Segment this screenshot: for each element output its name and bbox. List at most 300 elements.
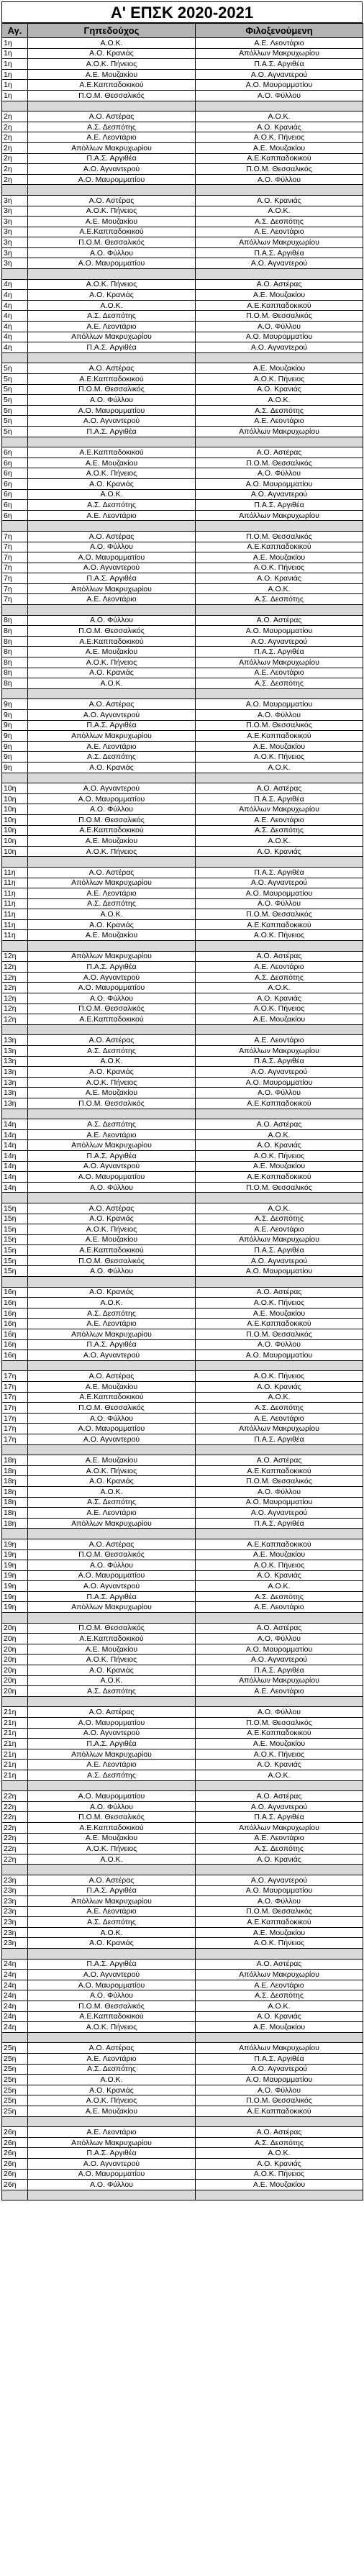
away-team-cell: Α.Ο. Αγναντερού <box>196 1255 363 1266</box>
round-cell: 7η <box>2 531 28 542</box>
home-team-cell: Π.Α.Σ. Αργιθέα <box>28 1739 196 1749</box>
home-team-cell: Π.Ο.Μ. Θεσσαλικός <box>28 1812 196 1823</box>
round-cell: 18η <box>2 1455 28 1466</box>
table-row <box>2 1056 363 1067</box>
round-cell: 26η <box>2 2169 28 2180</box>
home-team-cell: Α.Σ. Δεσπότης <box>28 1308 196 1319</box>
home-team-cell: Α.Ε. Λεοντάριο <box>28 2127 196 2138</box>
home-team-cell: Π.Α.Σ. Αργιθέα <box>28 342 196 353</box>
home-team-cell: Α.Ο.Κ. Πήνειος <box>28 1465 196 1476</box>
home-team-cell: Π.Α.Σ. Αργιθέα <box>28 962 196 973</box>
separator-cell <box>2 1865 28 1875</box>
round-cell: 13η <box>2 1046 28 1057</box>
home-team-cell: Απόλλων Μακρυχωρίου <box>28 731 196 742</box>
away-team-cell: Α.Ε.Καππαδοκικού <box>196 542 363 552</box>
round-cell: 15η <box>2 1203 28 1214</box>
round-cell: 19η <box>2 1539 28 1549</box>
separator-cell <box>28 1444 196 1455</box>
round-cell: 6η <box>2 458 28 468</box>
away-team-cell: Α.Ο.Κ. <box>196 206 363 217</box>
home-team-cell: Α.Ο. Φύλλου <box>28 804 196 815</box>
home-team-cell: Απόλλων Μακρυχωρίου <box>28 1140 196 1151</box>
home-team-cell: Α.Ο. Μαυρομματίου <box>28 1718 196 1729</box>
round-cell: 26η <box>2 2180 28 2190</box>
table-row <box>2 1518 363 1529</box>
away-team-cell: Α.Ο. Αγναντερού <box>196 878 363 888</box>
away-team-cell: Α.Ε. Μουζακίου <box>196 1014 363 1025</box>
away-team-cell: Α.Σ. Δεσπότης <box>196 1403 363 1414</box>
round-separator-row <box>2 269 363 280</box>
round-cell: 25η <box>2 2106 28 2116</box>
separator-cell <box>28 1024 196 1035</box>
home-team-cell: Π.Α.Σ. Αργιθέα <box>28 573 196 584</box>
home-team-cell: Α.Ο.Κ. Πήνειος <box>28 206 196 217</box>
home-team-cell: Α.Ο. Αστέρας <box>28 531 196 542</box>
round-cell: 24η <box>2 1959 28 1970</box>
away-team-cell: Π.Ο.Μ. Θεσσαλικός <box>196 1718 363 1729</box>
round-cell: 21η <box>2 1749 28 1760</box>
round-cell: 20η <box>2 1634 28 1644</box>
table-row <box>2 710 363 721</box>
round-cell: 20η <box>2 1655 28 1665</box>
home-team-cell: Α.Ε. Λεοντάριο <box>28 1319 196 1329</box>
away-team-cell: Α.Ε. Λεοντάριο <box>196 814 363 825</box>
round-cell: 21η <box>2 1760 28 1770</box>
table-row <box>2 217 363 227</box>
table-row <box>2 111 363 122</box>
home-team-cell: Α.Ε. Λεοντάριο <box>28 594 196 605</box>
separator-cell <box>196 185 363 196</box>
round-cell: 15η <box>2 1266 28 1277</box>
header-home: Γηπεδούχος <box>28 24 196 38</box>
away-team-cell: Α.Ο. Αστέρας <box>196 1623 363 1634</box>
table-row <box>2 615 363 626</box>
round-cell: 23η <box>2 1938 28 1949</box>
separator-cell <box>2 437 28 447</box>
round-cell: 6η <box>2 489 28 500</box>
round-cell: 12η <box>2 972 28 983</box>
away-team-cell: Απόλλων Μακρυχωρίου <box>196 657 363 668</box>
away-team-cell: Α.Ο.Κ. <box>196 111 363 122</box>
away-team-cell: Α.Ε. Λεοντάριο <box>196 1686 363 1697</box>
round-cell: 15η <box>2 1224 28 1235</box>
home-team-cell: Α.Ο.Κ. <box>28 38 196 49</box>
table-row <box>2 804 363 815</box>
separator-cell <box>2 773 28 783</box>
round-cell: 14η <box>2 1140 28 1151</box>
table-row <box>2 447 363 458</box>
round-cell: 19η <box>2 1602 28 1613</box>
round-cell: 5η <box>2 384 28 395</box>
table-row <box>2 2148 363 2159</box>
table-row <box>2 814 363 825</box>
table-row <box>2 1833 363 1844</box>
away-team-cell: Α.Ο. Αστέρας <box>196 783 363 794</box>
round-cell: 16η <box>2 1339 28 1350</box>
separator-cell <box>196 269 363 280</box>
separator-cell <box>28 437 196 447</box>
away-team-cell: Απόλλων Μακρυχωρίου <box>196 1970 363 1980</box>
round-cell: 18η <box>2 1486 28 1497</box>
round-cell: 4η <box>2 332 28 342</box>
round-cell: 13η <box>2 1098 28 1109</box>
home-team-cell: Α.Ε. Μουζακίου <box>28 930 196 941</box>
away-team-cell: Α.Ο. Μαυρομματίου <box>196 888 363 899</box>
table-row <box>2 1371 363 1382</box>
home-team-cell: Α.Ο.Κ. Πήνειος <box>28 1077 196 1088</box>
home-team-cell: Απόλλων Μακρυχωρίου <box>28 583 196 594</box>
table-row <box>2 237 363 248</box>
separator-cell <box>196 1949 363 1960</box>
round-cell: 1η <box>2 80 28 91</box>
home-team-cell: Π.Ο.Μ. Θεσσαλικός <box>28 1403 196 1414</box>
away-team-cell: Α.Ο. Φύλλου <box>196 1634 363 1644</box>
home-team-cell: Α.Ε. Μουζακίου <box>28 458 196 468</box>
home-team-cell: Π.Α.Σ. Αργιθέα <box>28 1150 196 1161</box>
table-row <box>2 1350 363 1361</box>
round-cell: 1η <box>2 69 28 80</box>
separator-cell <box>2 269 28 280</box>
away-team-cell: Α.Ε.Καππαδοκικού <box>196 153 363 164</box>
home-team-cell: Α.Ο. Κρανιάς <box>28 1665 196 1676</box>
separator-cell <box>2 605 28 616</box>
table-row <box>2 458 363 468</box>
home-team-cell: Α.Ο. Αγναντερού <box>28 783 196 794</box>
separator-cell <box>28 1529 196 1539</box>
table-row <box>2 878 363 888</box>
separator-cell <box>196 101 363 111</box>
round-cell: 26η <box>2 2148 28 2159</box>
round-cell: 16η <box>2 1319 28 1329</box>
round-cell: 2η <box>2 122 28 132</box>
home-team-cell: Α.Ε. Λεοντάριο <box>28 1129 196 1140</box>
round-cell: 6η <box>2 510 28 521</box>
away-team-cell: Απόλλων Μακρυχωρίου <box>196 48 363 59</box>
round-cell: 3η <box>2 247 28 258</box>
home-team-cell: Α.Ο. Μαυρομματίου <box>28 1570 196 1581</box>
round-cell: 18η <box>2 1465 28 1476</box>
round-separator-row <box>2 857 363 868</box>
away-team-cell: Α.Ο. Αστέρας <box>196 2127 363 2138</box>
table-row <box>2 1140 363 1151</box>
away-team-cell: Π.Α.Σ. Αργιθέα <box>196 1056 363 1067</box>
away-team-cell: Α.Ο.Κ. Πήνειος <box>196 1749 363 1760</box>
separator-cell <box>28 185 196 196</box>
home-team-cell: Απόλλων Μακρυχωρίου <box>28 1518 196 1529</box>
home-team-cell: Α.Ο. Μαυρομματίου <box>28 1424 196 1434</box>
away-team-cell: Α.Ο. Φύλλου <box>196 322 363 332</box>
home-team-cell: Π.Ο.Μ. Θεσσαλικός <box>28 90 196 101</box>
separator-cell <box>196 1444 363 1455</box>
round-cell: 6η <box>2 468 28 479</box>
table-row <box>2 405 363 416</box>
away-team-cell: Α.Σ. Δεσπότης <box>196 217 363 227</box>
round-cell: 11η <box>2 930 28 941</box>
separator-cell <box>28 2116 196 2127</box>
round-cell: 22η <box>2 1844 28 1854</box>
table-row <box>2 898 363 909</box>
round-cell: 4η <box>2 342 28 353</box>
table-row <box>2 322 363 332</box>
home-team-cell: Α.Ο. Κρανιάς <box>28 1287 196 1298</box>
round-cell: 6η <box>2 478 28 489</box>
table-row <box>2 993 363 1004</box>
table-row <box>2 1245 363 1256</box>
round-cell: 16η <box>2 1298 28 1309</box>
away-team-cell: Α.Ο.Κ. <box>196 1581 363 1592</box>
round-separator-row <box>2 1696 363 1707</box>
round-cell: 8η <box>2 615 28 626</box>
table-row <box>2 1885 363 1896</box>
home-team-cell: Α.Ε. Λεοντάριο <box>28 1760 196 1770</box>
table-row <box>2 1224 363 1235</box>
away-team-cell: Α.Ε. Λεοντάριο <box>196 1413 363 1424</box>
round-cell: 18η <box>2 1518 28 1529</box>
round-cell: 5η <box>2 405 28 416</box>
table-row <box>2 311 363 322</box>
table-row <box>2 1434 363 1444</box>
round-cell: 23η <box>2 1927 28 1938</box>
home-team-cell: Π.Ο.Μ. Θεσσαλικός <box>28 2001 196 2012</box>
table-row <box>2 1791 363 1802</box>
home-team-cell: Α.Ο. Αστέρας <box>28 1539 196 1549</box>
table-row <box>2 80 363 91</box>
away-team-cell: Α.Ο. Αστέρας <box>196 1791 363 1802</box>
round-cell: 24η <box>2 1980 28 1990</box>
round-cell: 26η <box>2 2158 28 2169</box>
separator-cell <box>196 2116 363 2127</box>
away-team-cell: Α.Ο. Κρανιάς <box>196 122 363 132</box>
away-team-cell: Α.Σ. Δεσπότης <box>196 405 363 416</box>
home-team-cell: Α.Ο. Αγναντερού <box>28 164 196 175</box>
separator-cell <box>28 1277 196 1288</box>
table-row <box>2 668 363 678</box>
home-team-cell: Α.Σ. Δεσπότης <box>28 1770 196 1780</box>
table-row <box>2 510 363 521</box>
home-team-cell: Π.Α.Σ. Αργιθέα <box>28 2148 196 2159</box>
home-team-cell: Α.Ο.Κ. <box>28 300 196 311</box>
home-team-cell: Α.Ε.Καππαδοκικού <box>28 1245 196 1256</box>
home-team-cell: Π.Ο.Μ. Θεσσαλικός <box>28 1623 196 1634</box>
table-row <box>2 1686 363 1697</box>
round-cell: 2η <box>2 174 28 185</box>
away-team-cell: Α.Ο. Αστέρας <box>196 447 363 458</box>
away-team-cell: Π.Ο.Μ. Θεσσαλικός <box>196 311 363 322</box>
round-separator-row <box>2 1193 363 1203</box>
table-row <box>2 1014 363 1025</box>
round-cell: 22η <box>2 1791 28 1802</box>
table-row <box>2 132 363 143</box>
round-separator-row <box>2 1780 363 1791</box>
round-cell: 16η <box>2 1350 28 1361</box>
away-team-cell: Α.Ε.Καππαδοκικού <box>196 2106 363 2116</box>
round-cell: 22η <box>2 1812 28 1823</box>
round-cell: 12η <box>2 1014 28 1025</box>
round-cell: 4η <box>2 300 28 311</box>
round-cell: 23η <box>2 1885 28 1896</box>
away-team-cell: Α.Ε. Λεοντάριο <box>196 1035 363 1046</box>
table-row <box>2 1812 363 1823</box>
separator-cell <box>196 1529 363 1539</box>
away-team-cell: Α.Ο.Κ. <box>196 983 363 993</box>
table-row <box>2 2022 363 2033</box>
header-away: Φιλοξενούμενη <box>196 24 363 38</box>
table-row <box>2 1161 363 1172</box>
separator-cell <box>28 1949 196 1960</box>
separator-cell <box>196 2190 363 2200</box>
home-team-cell: Α.Ο.Κ. <box>28 1854 196 1865</box>
table-row <box>2 972 363 983</box>
round-cell: 11η <box>2 867 28 878</box>
round-separator-row <box>2 2032 363 2043</box>
away-team-cell: Α.Ο.Κ. <box>196 1203 363 1214</box>
table-row <box>2 1990 363 2001</box>
table-row <box>2 1098 363 1109</box>
away-team-cell: Α.Ο. Αγναντερού <box>196 1508 363 1519</box>
round-separator-row <box>2 773 363 783</box>
home-team-cell: Απόλλων Μακρυχωρίου <box>28 951 196 962</box>
separator-cell <box>2 1193 28 1203</box>
table-row <box>2 1203 363 1214</box>
away-team-cell: Α.Σ. Δεσπότης <box>196 1844 363 1854</box>
away-team-cell: Α.Ο.Κ. <box>196 583 363 594</box>
table-row <box>2 1392 363 1403</box>
home-team-cell: Απόλλων Μακρυχωρίου <box>28 142 196 153</box>
away-team-cell: Α.Ε.Καππαδοκικού <box>196 1917 363 1928</box>
separator-cell <box>196 352 363 363</box>
table-row <box>2 1403 363 1414</box>
away-team-cell: Α.Ο. Μαυρομματίου <box>196 2075 363 2085</box>
away-team-cell: Α.Ο. Αγναντερού <box>196 1067 363 1078</box>
away-team-cell: Α.Ο. Φύλλου <box>196 2085 363 2095</box>
round-cell: 15η <box>2 1214 28 1224</box>
round-cell: 10η <box>2 846 28 857</box>
separator-cell <box>28 1109 196 1119</box>
table-row <box>2 1591 363 1602</box>
separator-cell <box>2 185 28 196</box>
home-team-cell: Α.Ο. Αγναντερού <box>28 1434 196 1444</box>
away-team-cell: Α.Ο. Μαυρομματίου <box>196 1077 363 1088</box>
home-team-cell: Α.Ε.Καππαδοκικού <box>28 447 196 458</box>
away-team-cell: Α.Σ. Δεσπότης <box>196 594 363 605</box>
separator-cell <box>28 605 196 616</box>
separator-cell <box>2 941 28 952</box>
round-cell: 5η <box>2 374 28 385</box>
table-row <box>2 1234 363 1245</box>
away-team-cell: Α.Ο. Μαυρομματίου <box>196 1644 363 1655</box>
away-team-cell: Α.Σ. Δεσπότης <box>196 1214 363 1224</box>
away-team-cell: Α.Ο. Αγναντερού <box>196 636 363 647</box>
round-cell: 24η <box>2 1990 28 2001</box>
home-team-cell: Α.Ο. Αστέρας <box>28 699 196 710</box>
away-team-cell: Π.Α.Σ. Αργιθέα <box>196 647 363 657</box>
table-row <box>2 1970 363 1980</box>
round-cell: 19η <box>2 1549 28 1560</box>
round-cell: 25η <box>2 2064 28 2075</box>
table-row <box>2 478 363 489</box>
round-cell: 11η <box>2 898 28 909</box>
home-team-cell: Α.Ο.Κ. <box>28 1056 196 1067</box>
away-team-cell: Α.Ο. Κρανιάς <box>196 2011 363 2022</box>
round-cell: 8η <box>2 636 28 647</box>
round-cell: 4η <box>2 322 28 332</box>
home-team-cell: Α.Ε. Μουζακίου <box>28 69 196 80</box>
home-team-cell: Α.Ε. Μουζακίου <box>28 1455 196 1466</box>
away-team-cell: Α.Ο. Κρανιάς <box>196 1140 363 1151</box>
home-team-cell: Π.Ο.Μ. Θεσσαλικός <box>28 626 196 637</box>
home-team-cell: Α.Ο.Κ. <box>28 1927 196 1938</box>
away-team-cell: Απόλλων Μακρυχωρίου <box>196 510 363 521</box>
home-team-cell: Α.Σ. Δεσπότης <box>28 1917 196 1928</box>
away-team-cell: Α.Ο.Κ. <box>196 1392 363 1403</box>
home-team-cell: Α.Ο. Φύλλου <box>28 542 196 552</box>
home-team-cell: Α.Ο. Κρανιάς <box>28 2085 196 2095</box>
round-cell: 5η <box>2 363 28 374</box>
round-cell: 15η <box>2 1245 28 1256</box>
table-row <box>2 279 363 290</box>
table-row <box>2 720 363 731</box>
round-cell: 9η <box>2 762 28 773</box>
home-team-cell: Α.Σ. Δεσπότης <box>28 1497 196 1508</box>
home-team-cell: Π.Ο.Μ. Θεσσαλικός <box>28 384 196 395</box>
table-row <box>2 426 363 437</box>
home-team-cell: Α.Ο. Μαυρομματίου <box>28 405 196 416</box>
separator-cell <box>2 2190 28 2200</box>
round-cell: 10η <box>2 814 28 825</box>
table-row <box>2 2137 363 2148</box>
round-cell: 15η <box>2 1255 28 1266</box>
home-team-cell: Α.Ο. Αστέρας <box>28 1707 196 1718</box>
table-row <box>2 122 363 132</box>
table-row <box>2 2127 363 2138</box>
home-team-cell: Α.Ε.Καππαδοκικού <box>28 1014 196 1025</box>
round-separator-row <box>2 437 363 447</box>
home-team-cell: Α.Ε. Λεοντάριο <box>28 2054 196 2065</box>
table-row <box>2 1634 363 1644</box>
separator-cell <box>28 1360 196 1371</box>
home-team-cell: Α.Ε.Καππαδοκικού <box>28 825 196 836</box>
away-team-cell: Π.Ο.Μ. Θεσσαλικός <box>196 458 363 468</box>
round-cell: 14η <box>2 1129 28 1140</box>
separator-cell <box>2 1444 28 1455</box>
round-cell: 21η <box>2 1718 28 1729</box>
home-team-cell: Α.Σ. Δεσπότης <box>28 1046 196 1057</box>
round-cell: 3η <box>2 195 28 206</box>
away-team-cell: Α.Ε.Καππαδοκικού <box>196 1539 363 1549</box>
away-team-cell: Π.Α.Σ. Αργιθέα <box>196 2054 363 2065</box>
home-team-cell: Α.Ε. Λεοντάριο <box>28 888 196 899</box>
away-team-cell: Α.Ε. Μουζακίου <box>196 1739 363 1749</box>
table-row <box>2 69 363 80</box>
away-team-cell: Π.Α.Σ. Αργιθέα <box>196 1434 363 1444</box>
away-team-cell: Α.Ο.Κ. Πήνειος <box>196 752 363 763</box>
away-team-cell: Α.Ε.Καππαδοκικού <box>196 1172 363 1183</box>
separator-cell <box>28 269 196 280</box>
away-team-cell: Α.Ο. Αστέρας <box>196 1959 363 1970</box>
round-cell: 21η <box>2 1707 28 1718</box>
home-team-cell: Α.Ο. Φύλλου <box>28 1266 196 1277</box>
round-cell: 14η <box>2 1182 28 1193</box>
round-cell: 11η <box>2 888 28 899</box>
separator-cell <box>28 352 196 363</box>
table-row <box>2 300 363 311</box>
round-cell: 13η <box>2 1088 28 1098</box>
round-separator-row <box>2 1109 363 1119</box>
table-row <box>2 1665 363 1676</box>
away-team-cell: Α.Ο. Φύλλου <box>196 174 363 185</box>
away-team-cell: Α.Ο.Κ. Πήνειος <box>196 1560 363 1571</box>
separator-cell <box>196 605 363 616</box>
